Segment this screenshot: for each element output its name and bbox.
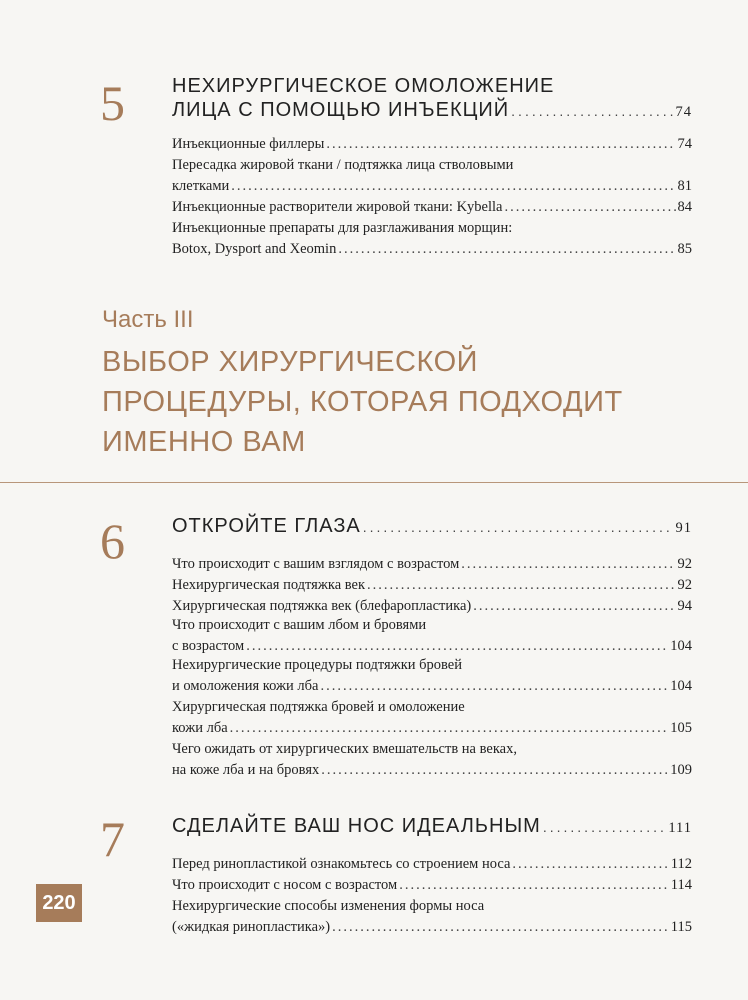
page-number-badge: 220: [36, 884, 82, 922]
entry-page: 81: [677, 178, 692, 194]
leader-dots: [231, 176, 675, 197]
leader-dots: [332, 917, 669, 938]
entry-label: Нехирургическая подтяжка век: [172, 577, 366, 593]
toc-entry-nose-anatomy[interactable]: [172, 854, 692, 875]
entry-page: 85: [677, 241, 692, 257]
entry-label: Инъекционные растворители жировой ткани: Kybella: [172, 199, 503, 215]
chapter-6-title[interactable]: [172, 514, 692, 540]
leader-dots: [338, 239, 675, 260]
leader-dots: [505, 197, 676, 218]
entry-page: 115: [670, 919, 692, 935]
part-divider: [0, 482, 748, 483]
entry-label-cont: («жидкая ринопластика»): [172, 919, 331, 935]
chapter-5-title-line2: ЛИЦА С ПОМОЩЬЮ ИНЪЕКЦИЙ: [172, 99, 510, 121]
leader-dots: [511, 99, 673, 123]
entry-label-cont: клетками: [172, 178, 230, 194]
chapter-6-title-text: ОТКРОЙТЕ ГЛАЗА: [172, 515, 361, 537]
entry-label-cont: с возрастом: [172, 638, 245, 654]
leader-dots: [473, 596, 675, 617]
chapter-6-number: 6: [100, 513, 125, 569]
toc-entry-nonsurgical-eyelid[interactable]: [172, 575, 692, 596]
leader-dots: [363, 515, 674, 539]
entry-page: 112: [670, 856, 692, 872]
entry-page: 114: [670, 877, 692, 893]
chapter-6-page: 91: [675, 520, 692, 536]
entry-page: 84: [677, 199, 692, 215]
leader-dots: [326, 134, 675, 155]
leader-dots: [367, 575, 675, 596]
part-title: [102, 342, 702, 462]
entry-label: Инъекционные препараты для разглаживания морщин:: [172, 220, 513, 236]
leader-dots: [543, 815, 666, 839]
chapter-7-title-text: СДЕЛАЙТЕ ВАШ НОС ИДЕАЛЬНЫМ: [172, 815, 541, 837]
part-label: Часть III: [102, 306, 194, 333]
entry-label: Хирургическая подтяжка бровей и омоложение: [172, 699, 465, 715]
entry-page: 74: [677, 136, 692, 152]
part-title-line2: ПРОЦЕДУРЫ, КОТОРАЯ ПОДХОДИТ: [102, 386, 623, 418]
part-title-line1: ВЫБОР ХИРУРГИЧЕСКОЙ: [102, 346, 478, 378]
entry-label: Перед ринопластикой ознакомьтесь со строением носа: [172, 856, 511, 872]
chapter-5-title[interactable]: [172, 74, 692, 124]
chapter-7-title[interactable]: [172, 814, 692, 840]
chapter-7-number: 7: [100, 811, 125, 867]
leader-dots: [246, 636, 668, 657]
entry-label: Хирургическая подтяжка век (блефаропластика): [172, 598, 472, 614]
toc-entry-brow-aging[interactable]: [172, 615, 692, 657]
entry-page: 104: [670, 638, 692, 654]
leader-dots: [320, 676, 668, 697]
entry-page: 109: [670, 762, 692, 778]
chapter-5-page: 74: [675, 104, 692, 120]
toc-entry-liquid-rhinoplasty[interactable]: [172, 896, 692, 938]
toc-entry-blepharoplasty[interactable]: [172, 596, 692, 617]
entry-label: Нехирургические процедуры подтяжки бровей: [172, 657, 462, 673]
leader-dots: [399, 875, 669, 896]
entry-label: Пересадка жировой ткани / подтяжка лица стволовыми: [172, 157, 514, 173]
entry-label-cont: Botox, Dysport and Xeomin: [172, 241, 337, 257]
leader-dots: [321, 760, 668, 781]
toc-entry-nose-aging[interactable]: [172, 875, 692, 896]
entry-label: Что происходит с носом с возрастом: [172, 877, 398, 893]
part-title-line3: ИМЕННО ВАМ: [102, 426, 306, 458]
chapter-5-number: 5: [100, 75, 125, 131]
entry-label-cont: на коже лба и на бровях: [172, 762, 320, 778]
chapter-7-page: 111: [668, 820, 692, 836]
toc-entry-expectations[interactable]: [172, 739, 692, 781]
chapter-5-title-line1: НЕХИРУРГИЧЕСКОЕ ОМОЛОЖЕНИЕ: [172, 75, 555, 97]
toc-entry-kybella[interactable]: [172, 197, 692, 218]
leader-dots: [512, 854, 668, 875]
entry-page: 104: [670, 678, 692, 694]
toc-entry-botox[interactable]: [172, 218, 692, 260]
entry-page: 92: [677, 577, 692, 593]
entry-page: 92: [677, 556, 692, 572]
entry-label: Что происходит с вашим взглядом с возрастом: [172, 556, 460, 572]
entry-page: 94: [677, 598, 692, 614]
toc-entry-nonsurgical-brow[interactable]: [172, 655, 692, 697]
entry-page: 105: [670, 720, 692, 736]
entry-label: Инъекционные филлеры: [172, 136, 325, 152]
leader-dots: [461, 554, 675, 575]
leader-dots: [230, 718, 669, 739]
toc-entry-fillers[interactable]: [172, 134, 692, 155]
entry-label: Чего ожидать от хирургических вмешательств на веках,: [172, 741, 517, 757]
entry-label: Нехирургические способы изменения формы носа: [172, 898, 485, 914]
toc-entry-fat-transfer[interactable]: [172, 155, 692, 197]
entry-label: Что происходит с вашим лбом и бровями: [172, 617, 427, 633]
entry-label-cont: и омоложения кожи лба: [172, 678, 319, 694]
entry-label-cont: кожи лба: [172, 720, 228, 736]
toc-entry-surgical-brow[interactable]: [172, 697, 692, 739]
toc-entry-eyes-aging[interactable]: [172, 554, 692, 575]
